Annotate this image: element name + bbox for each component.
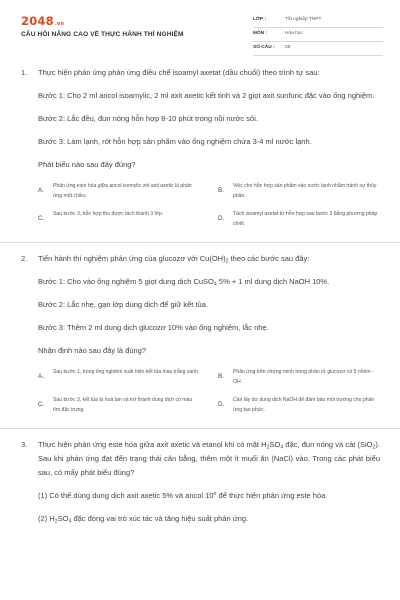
step-paragraph: Bước 3: Thêm 2 ml dung dịch glucozơ 10% vào ống nghiệm, lắc nhẹ. <box>38 323 269 332</box>
step-paragraph: Bước 3: Làm lạnh, rót hỗn hợp sản phẩm vào ống nghiệm chứa 3-4 ml nước lạnh. <box>38 137 312 146</box>
option-letter: A. <box>38 187 45 194</box>
question-2 <box>0 252 400 416</box>
option-text: Sau bước 3, hỗn hợp thu được tách thành 3 lớp. <box>53 211 164 217</box>
brand-logo[interactable] <box>21 14 64 28</box>
option-text: Phản ứng este hóa giữa ancol isomylic với axit axetic là phản ứng một chiều. <box>53 183 192 199</box>
question-3 <box>0 438 400 526</box>
option-letter: C. <box>38 401 45 408</box>
option-b[interactable] <box>218 182 380 202</box>
step-paragraph: Bước 2: Lắc nhẹ, gạn lớp dung dịch để giữ kết tủa. <box>38 300 208 309</box>
question-text: Thực hiện phản ứng phản ứng điều chế isoamyl axetat (dầu chuối) theo trình tự sau: <box>38 68 320 77</box>
logo-suffix: .vn <box>54 21 65 27</box>
option-letter: B. <box>218 373 225 380</box>
option-text: Việc cho hỗn hợp sản phẩm vào nước lạnh nhằm tránh sự thủy phân. <box>233 183 377 199</box>
meta-row-subject <box>253 28 383 42</box>
meta-value: Tốt nghiệp THPT <box>285 17 322 22</box>
question-divider <box>0 428 400 429</box>
meta-row-class <box>253 14 383 28</box>
option-letter: D. <box>218 215 225 222</box>
statement: (1) Có thể dùng dung dịch axit axetic 5% và ancol 10$^o$ để thực hiện phản ứng este hóa. <box>38 491 328 500</box>
option-letter: D. <box>218 401 225 408</box>
question-1 <box>0 66 400 230</box>
option-d[interactable] <box>218 210 380 230</box>
option-text: Sau bước 3, kết tủa bị hoà tan và trở thành dung dịch có màu tím đặc trưng. <box>53 397 193 413</box>
option-a[interactable] <box>38 368 200 388</box>
question-prompt: Phát biểu nào sau đây đúng? <box>38 160 136 169</box>
step-paragraph: Bước 2: Lắc đều, đun nóng hỗn hợp 8-10 phút trong nồi nước sôi. <box>38 114 258 123</box>
step-paragraph: Bước 1: Cho vào ống nghiệm 5 giọt dung dịch CuSO$_4$ 5% + 1 ml dung dịch NaOH 10%. <box>38 277 330 288</box>
questions-content <box>0 66 400 526</box>
meta-value: 26 <box>285 45 291 50</box>
option-d[interactable] <box>218 396 380 416</box>
question-number: 3. <box>21 440 28 449</box>
question-number: 2. <box>21 254 28 263</box>
option-text: Tách isoamyl axetat từ hỗn hợp sau bước 3 bằng phương pháp chiết. <box>233 211 378 227</box>
meta-key: SỐ CÂU : <box>253 45 275 50</box>
option-letter: B. <box>218 187 225 194</box>
option-text: Cần lấy dư dung dịch NaOH để đảm bảo môi trường cho phản ứng tạo phức. <box>233 397 375 413</box>
statement: (2) $H_2SO_4$ đặc đóng vai trò xúc tác và tăng hiệu suất phản ứng. <box>38 514 249 525</box>
answer-options <box>38 368 380 416</box>
question-text: Thực hiện phản ứng este hóa giữa axit axetic và etanol khi có mặt $H_2SO_4$ đặc, đun nóng và cát (SiO$_2$). Sau khi phản ứng đạt đến trạng thái cân bằng, thêm một ít muối ăn (NaCl) vào. Trong các phát biểu sau, có mấy phát biểu đúng? <box>38 440 380 477</box>
option-letter: C. <box>38 215 45 222</box>
meta-key: MÔN : <box>253 31 268 36</box>
option-c[interactable] <box>38 210 200 230</box>
document-title: CÂU HỎI NÂNG CAO VỀ THỰC HÀNH THÍ NGHIỆM <box>21 31 184 38</box>
document-meta <box>253 14 383 56</box>
option-c[interactable] <box>38 396 200 416</box>
meta-key: LỚP : <box>253 17 267 22</box>
meta-value: Hóa học <box>285 31 303 36</box>
question-divider <box>0 242 400 243</box>
option-b[interactable] <box>218 368 380 388</box>
question-text: Tiến hành thí nghiệm phản ứng của glucozơ với $Cu(OH)_2$ theo các bước sau đây: <box>38 254 310 265</box>
step-paragraph: Bước 1: Cho 2 ml ancol isoamylic, 2 ml axit axetic kết tinh và 2 giọt axit sunfuric đặc vào ống nghiệm. <box>38 91 375 100</box>
answer-options <box>38 182 380 230</box>
option-text: Sau bước 1, trong ống nghiệm xuất hiện kết tủa màu trắng xanh. <box>53 369 200 375</box>
option-letter: A. <box>38 373 45 380</box>
meta-row-count <box>253 42 383 56</box>
question-prompt: Nhận định nào sau đây là đúng? <box>38 346 147 355</box>
option-a[interactable] <box>38 182 200 202</box>
logo-text: 2048 <box>21 14 54 28</box>
option-text: Phản ứng trên chứng minh trong phân tử glucozơ có 5 nhóm -OH. <box>233 369 374 385</box>
document-header <box>0 0 400 66</box>
question-number: 1. <box>21 68 28 77</box>
